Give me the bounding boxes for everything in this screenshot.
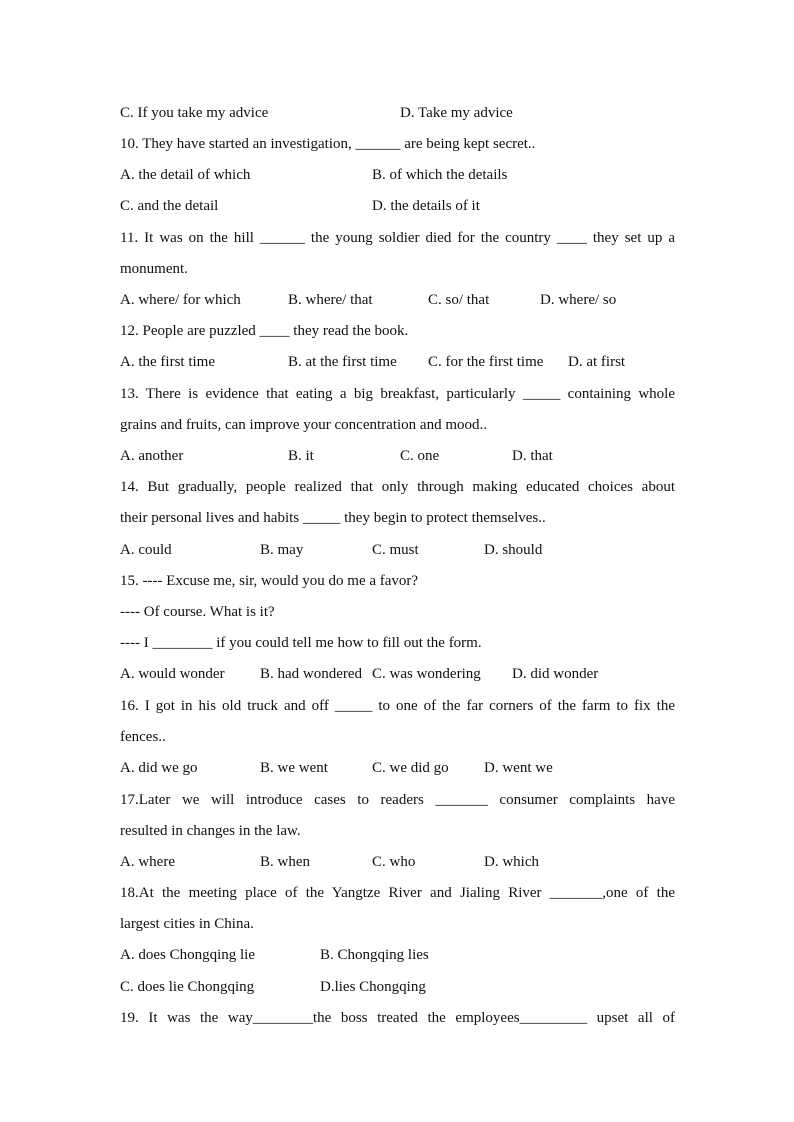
q11-option-c: C. so/ that	[428, 292, 490, 308]
q14-option-c: C. must	[372, 542, 419, 558]
q9-option-d: D. Take my advice	[400, 105, 513, 121]
q9-option-c: C. If you take my advice	[120, 105, 269, 121]
q15-dialogue-line2: ---- Of course. What is it?	[120, 604, 275, 620]
q11-option-d: D. where/ so	[540, 292, 617, 308]
q15-option-c: C. was wondering	[372, 666, 481, 682]
q15-option-d: D. did wonder	[512, 666, 599, 682]
q12-option-b: B. at the first time	[288, 354, 397, 370]
q18-option-c: C. does lie Chongqing	[120, 979, 255, 995]
q16-stem-line2: fences..	[120, 729, 166, 745]
q15-option-b: B. had wondered	[260, 666, 363, 682]
q17-option-b: B. when	[260, 854, 310, 870]
q18-stem-line1: 18.At the meeting place of the Yangtze River and Jialing River _______,one of the	[120, 885, 675, 901]
q16-option-d: D. went we	[484, 760, 553, 776]
q14-stem-line1: 14. But gradually, people realized that only through making educated choices about	[120, 479, 675, 495]
q12-option-a: A. the first time	[120, 354, 215, 370]
q18-option-a: A. does Chongqing lie	[120, 947, 255, 963]
q11-option-a: A. where/ for which	[120, 292, 241, 308]
q10-option-a: A. the detail of which	[120, 167, 251, 183]
q10-option-b: B. of which the details	[372, 167, 508, 183]
q12-stem: 12. People are puzzled ____ they read the book.	[120, 323, 409, 339]
q17-option-a: A. where	[120, 854, 175, 870]
q17-option-c: C. who	[372, 854, 416, 870]
q13-option-c: C. one	[400, 448, 440, 464]
q12-option-d: D. at first	[568, 354, 626, 370]
q11-stem-line1: 11. It was on the hill ______ the young soldier died for the country ____ they set up a	[120, 230, 675, 246]
q11-option-b: B. where/ that	[288, 292, 373, 308]
q13-stem-line1: 13. There is evidence that eating a big breakfast, particularly _____ containing whole	[120, 386, 675, 402]
q10-stem: 10. They have started an investigation, ______ are being kept secret..	[120, 136, 536, 152]
q18-option-b: B. Chongqing lies	[320, 947, 429, 963]
q15-dialogue-line3: ---- I ________ if you could tell me how to fill out the form.	[120, 635, 482, 651]
q11-stem-line2: monument.	[120, 261, 188, 277]
q13-option-b: B. it	[288, 448, 314, 464]
q17-stem-line2: resulted in changes in the law.	[120, 823, 301, 839]
q14-stem-line2: their personal lives and habits _____ they begin to protect themselves..	[120, 510, 546, 526]
q10-option-c: C. and the detail	[120, 198, 219, 214]
q16-option-a: A. did we go	[120, 760, 198, 776]
q13-option-d: D. that	[512, 448, 553, 464]
q17-stem-line1: 17.Later we will introduce cases to readers _______ consumer complaints have	[120, 792, 675, 808]
q12-option-c: C. for the first time	[428, 354, 544, 370]
q13-stem-line2: grains and fruits, can improve your concentration and mood..	[120, 417, 487, 433]
q16-stem-line1: 16. I got in his old truck and off _____ to one of the far corners of the farm to fix the	[120, 698, 675, 714]
q17-option-d: D. which	[484, 854, 539, 870]
q18-option-d: D.lies Chongqing	[320, 979, 426, 995]
q19-stem-line1: 19. It was the way________the boss treated the employees_________ upset all of	[120, 1010, 675, 1026]
q14-option-a: A. could	[120, 542, 172, 558]
q16-option-c: C. we did go	[372, 760, 449, 776]
q10-option-d: D. the details of it	[372, 198, 480, 214]
q14-option-b: B. may	[260, 542, 304, 558]
q18-stem-line2: largest cities in China.	[120, 916, 254, 932]
q15-dialogue-line1: 15. ---- Excuse me, sir, would you do me a favor?	[120, 573, 419, 589]
q13-option-a: A. another	[120, 448, 184, 464]
q15-option-a: A. would wonder	[120, 666, 225, 682]
q16-option-b: B. we went	[260, 760, 328, 776]
q14-option-d: D. should	[484, 542, 543, 558]
